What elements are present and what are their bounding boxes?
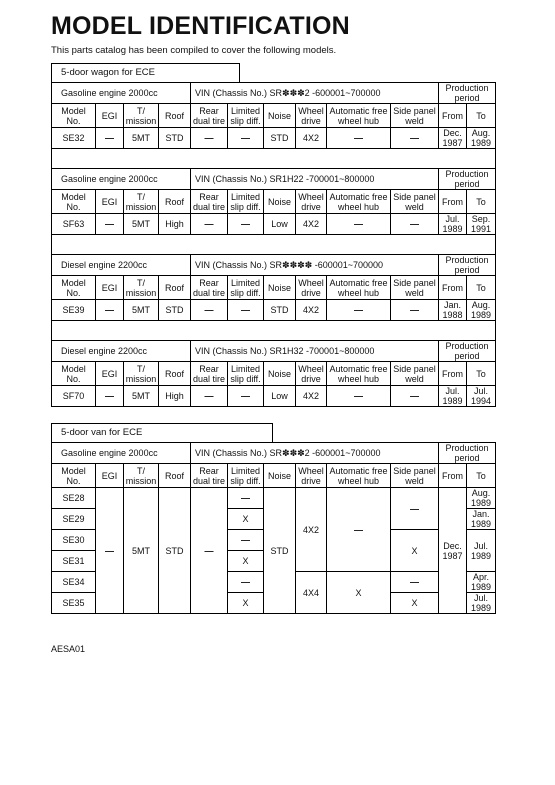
van-roof-cell: STD	[159, 488, 191, 614]
wagon-group-4-model-cell: SF70	[52, 386, 96, 407]
wagon-group-1-header-side-panel-weld: Side panel weld	[391, 104, 439, 128]
van-header-egi: EGI	[96, 464, 124, 488]
van-header-model-no: Model No.	[52, 464, 96, 488]
wagon-group-1-header-wheel-drive: Wheel drive	[296, 104, 327, 128]
wagon-group-1-model-cell: SE32	[52, 128, 96, 149]
wagon-group-2-roof-cell: High	[159, 214, 191, 235]
van-transmission-cell: 5MT	[124, 488, 159, 614]
table-row	[52, 488, 496, 509]
van-limited-slip-cell: —	[228, 572, 264, 593]
wagon-category-text: 5-door wagon for ECE	[61, 67, 155, 78]
van-auto-hub-cell: X	[327, 572, 391, 614]
wagon-group-3-header-transmission: T/ mission	[124, 276, 159, 300]
wagon-group-4-header-limited-slip-diff: Limited slip diff.	[228, 362, 264, 386]
wagon-group-2-header-from: From	[439, 190, 467, 214]
wagon-group-1-rear-cell: —	[191, 128, 228, 149]
wagon-group-3-wheel-cell: 4X2	[296, 300, 327, 321]
wagon-group-4-header-automatic-free-wheel-hub: Automatic free wheel hub	[327, 362, 391, 386]
wagon-group-3-to-cell: Aug. 1989	[467, 300, 496, 321]
wagon-group-3-tmission-cell: 5MT	[124, 300, 159, 321]
wagon-group-2-engine-label: Gasoline engine 2000cc	[52, 169, 191, 190]
wagon-group-1-header-limited-slip-diff: Limited slip diff.	[228, 104, 264, 128]
van-header-noise: Noise	[264, 464, 296, 488]
wagon-group-1-roof-cell: STD	[159, 128, 191, 149]
van-category-text: 5-door van for ECE	[61, 427, 143, 438]
van-model-cell: SE29	[52, 509, 96, 530]
wagon-group-1-header-rear-dual-tire: Rear dual tire	[191, 104, 228, 128]
wagon-group-3-header-roof: Roof	[159, 276, 191, 300]
wagon-table	[51, 82, 496, 407]
wagon-group-4-to-cell: Jul. 1994	[467, 386, 496, 407]
wagon-group-3-header-rear-dual-tire: Rear dual tire	[191, 276, 228, 300]
wagon-group-1-noise-cell: STD	[264, 128, 296, 149]
wagon-group-2-header-noise: Noise	[264, 190, 296, 214]
wagon-group-2-limited-cell: —	[228, 214, 264, 235]
van-limited-slip-cell: —	[228, 488, 264, 509]
van-table	[51, 442, 496, 614]
wagon-group-3-engine-label: Diesel engine 2200cc	[52, 255, 191, 276]
van-header-to: To	[467, 464, 496, 488]
wagon-group-4-auto-cell: —	[327, 386, 391, 407]
wagon-group-4-wheel-cell: 4X2	[296, 386, 327, 407]
van-noise-cell: STD	[264, 488, 296, 614]
van-egi-cell: —	[96, 488, 124, 614]
table-row	[52, 214, 496, 235]
wagon-group-4-roof-cell: High	[159, 386, 191, 407]
wagon-group-3-egi-cell: —	[96, 300, 124, 321]
table-row	[52, 128, 496, 149]
wagon-group-3-header-from: From	[439, 276, 467, 300]
wagon-group-3-header-production-period: Production period	[439, 255, 496, 276]
wagon-group-1-side-cell: —	[391, 128, 439, 149]
van-model-cell: SE31	[52, 551, 96, 572]
wagon-group-3-side-cell: —	[391, 300, 439, 321]
wagon-group-4-side-cell: —	[391, 386, 439, 407]
van-to-cell: Jul. 1989	[467, 593, 496, 614]
van-vin-label: VIN (Chassis No.) SR✽✽✽2 -600001~700000	[191, 443, 439, 464]
van-auto-hub-cell: —	[327, 488, 391, 572]
van-to-cell: Jul. 1989	[467, 530, 496, 572]
wagon-group-2-header-model-no: Model No.	[52, 190, 96, 214]
wagon-group-1-vin-label: VIN (Chassis No.) SR✽✽✽2 -600001~700000	[191, 83, 439, 104]
wagon-group-1-header-from: From	[439, 104, 467, 128]
wagon-group-2-side-cell: —	[391, 214, 439, 235]
wagon-group-3-header-model-no: Model No.	[52, 276, 96, 300]
van-limited-slip-cell: —	[228, 530, 264, 551]
table-row	[52, 300, 496, 321]
wagon-group-2-tmission-cell: 5MT	[124, 214, 159, 235]
group-spacer	[52, 321, 496, 341]
wagon-group-4-noise-cell: Low	[264, 386, 296, 407]
wagon-group-1-header-to: To	[467, 104, 496, 128]
van-wheel-drive-cell: 4X2	[296, 488, 327, 572]
van-side-weld-cell: X	[391, 530, 439, 572]
van-category-label	[51, 423, 273, 443]
wagon-group-2-egi-cell: —	[96, 214, 124, 235]
wagon-group-3-auto-cell: —	[327, 300, 391, 321]
wagon-group-3-vin-label: VIN (Chassis No.) SR✽✽✽✽ -600001~700000	[191, 255, 439, 276]
wagon-group-4-header-transmission: T/ mission	[124, 362, 159, 386]
table-row	[52, 386, 496, 407]
wagon-group-3-rear-cell: —	[191, 300, 228, 321]
wagon-group-3-header-automatic-free-wheel-hub: Automatic free wheel hub	[327, 276, 391, 300]
wagon-group-4-header-model-no: Model No.	[52, 362, 96, 386]
van-header-wheel-drive: Wheel drive	[296, 464, 327, 488]
wagon-group-1-header-model-no: Model No.	[52, 104, 96, 128]
wagon-group-2-header-roof: Roof	[159, 190, 191, 214]
wagon-group-2-to-cell: Sep. 1991	[467, 214, 496, 235]
wagon-group-4-egi-cell: —	[96, 386, 124, 407]
wagon-group-1-tmission-cell: 5MT	[124, 128, 159, 149]
van-header-rear-dual-tire: Rear dual tire	[191, 464, 228, 488]
wagon-group-3-header-to: To	[467, 276, 496, 300]
wagon-group-1-from-cell: Dec. 1987	[439, 128, 467, 149]
van-model-cell: SE30	[52, 530, 96, 551]
van-header-production-period: Production period	[439, 443, 496, 464]
van-header-roof: Roof	[159, 464, 191, 488]
van-from-cell: Dec. 1987	[439, 488, 467, 614]
van-to-cell: Aug. 1989	[467, 488, 496, 509]
wagon-group-3-header-limited-slip-diff: Limited slip diff.	[228, 276, 264, 300]
wagon-group-4-header-side-panel-weld: Side panel weld	[391, 362, 439, 386]
wagon-group-4-header-to: To	[467, 362, 496, 386]
wagon-group-2-rear-cell: —	[191, 214, 228, 235]
van-side-weld-cell: X	[391, 593, 439, 614]
van-header-limited-slip-diff: Limited slip diff.	[228, 464, 264, 488]
wagon-group-4-header-rear-dual-tire: Rear dual tire	[191, 362, 228, 386]
wagon-group-2-header-to: To	[467, 190, 496, 214]
wagon-group-4-tmission-cell: 5MT	[124, 386, 159, 407]
wagon-group-4-header-roof: Roof	[159, 362, 191, 386]
wagon-group-3-roof-cell: STD	[159, 300, 191, 321]
page-subtitle: This parts catalog has been compiled to cover the following models.	[51, 45, 337, 56]
van-to-cell: Jan. 1989	[467, 509, 496, 530]
page-title: MODEL IDENTIFICATION	[51, 12, 350, 40]
wagon-group-1-egi-cell: —	[96, 128, 124, 149]
wagon-group-1-limited-cell: —	[228, 128, 264, 149]
wagon-group-2-header-side-panel-weld: Side panel weld	[391, 190, 439, 214]
group-spacer	[52, 235, 496, 255]
wagon-group-1-engine-label: Gasoline engine 2000cc	[52, 83, 191, 104]
wagon-group-1-header-transmission: T/ mission	[124, 104, 159, 128]
wagon-group-2-header-production-period: Production period	[439, 169, 496, 190]
wagon-group-3-limited-cell: —	[228, 300, 264, 321]
wagon-group-2-header-automatic-free-wheel-hub: Automatic free wheel hub	[327, 190, 391, 214]
wagon-group-3-model-cell: SE39	[52, 300, 96, 321]
wagon-group-2-header-transmission: T/ mission	[124, 190, 159, 214]
van-limited-slip-cell: X	[228, 551, 264, 572]
wagon-group-4-header-wheel-drive: Wheel drive	[296, 362, 327, 386]
van-model-cell: SE34	[52, 572, 96, 593]
wagon-group-4-header-from: From	[439, 362, 467, 386]
wagon-group-3-from-cell: Jan. 1988	[439, 300, 467, 321]
van-header-transmission: T/ mission	[124, 464, 159, 488]
van-side-weld-cell: —	[391, 572, 439, 593]
wagon-group-4-engine-label: Diesel engine 2200cc	[52, 341, 191, 362]
wagon-group-1-to-cell: Aug. 1989	[467, 128, 496, 149]
wagon-category-label	[51, 63, 240, 83]
wagon-group-1-header-production-period: Production period	[439, 83, 496, 104]
van-model-cell: SE35	[52, 593, 96, 614]
wagon-group-4-header-noise: Noise	[264, 362, 296, 386]
wagon-group-3-noise-cell: STD	[264, 300, 296, 321]
wagon-group-2-vin-label: VIN (Chassis No.) SR1H22 -700001~800000	[191, 169, 439, 190]
van-limited-slip-cell: X	[228, 509, 264, 530]
van-model-cell: SE28	[52, 488, 96, 509]
wagon-group-2-header-wheel-drive: Wheel drive	[296, 190, 327, 214]
van-limited-slip-cell: X	[228, 593, 264, 614]
wagon-group-2-noise-cell: Low	[264, 214, 296, 235]
wagon-group-4-header-egi: EGI	[96, 362, 124, 386]
wagon-group-1-header-noise: Noise	[264, 104, 296, 128]
van-rear-dual-tire-cell: —	[191, 488, 228, 614]
catalog-code: AESA01	[51, 644, 86, 654]
wagon-group-2-model-cell: SF63	[52, 214, 96, 235]
wagon-group-3-header-noise: Noise	[264, 276, 296, 300]
wagon-group-4-limited-cell: —	[228, 386, 264, 407]
van-to-cell: Apr. 1989	[467, 572, 496, 593]
wagon-group-1-header-roof: Roof	[159, 104, 191, 128]
van-header-automatic-free-wheel-hub: Automatic free wheel hub	[327, 464, 391, 488]
wagon-group-2-from-cell: Jul. 1989	[439, 214, 467, 235]
wagon-group-2-wheel-cell: 4X2	[296, 214, 327, 235]
wagon-group-3-header-egi: EGI	[96, 276, 124, 300]
wagon-group-4-from-cell: Jul. 1989	[439, 386, 467, 407]
wagon-group-4-rear-cell: —	[191, 386, 228, 407]
wagon-group-1-header-automatic-free-wheel-hub: Automatic free wheel hub	[327, 104, 391, 128]
wagon-group-4-header-production-period: Production period	[439, 341, 496, 362]
van-side-weld-cell: —	[391, 488, 439, 530]
wagon-group-3-header-side-panel-weld: Side panel weld	[391, 276, 439, 300]
wagon-group-2-header-rear-dual-tire: Rear dual tire	[191, 190, 228, 214]
van-wheel-drive-cell: 4X4	[296, 572, 327, 614]
wagon-group-1-header-egi: EGI	[96, 104, 124, 128]
van-header-side-panel-weld: Side panel weld	[391, 464, 439, 488]
van-engine-label: Gasoline engine 2000cc	[52, 443, 191, 464]
wagon-group-1-auto-cell: —	[327, 128, 391, 149]
wagon-group-3-header-wheel-drive: Wheel drive	[296, 276, 327, 300]
van-header-from: From	[439, 464, 467, 488]
wagon-group-2-auto-cell: —	[327, 214, 391, 235]
wagon-group-4-vin-label: VIN (Chassis No.) SR1H32 -700001~800000	[191, 341, 439, 362]
group-spacer	[52, 149, 496, 169]
wagon-group-2-header-limited-slip-diff: Limited slip diff.	[228, 190, 264, 214]
wagon-group-2-header-egi: EGI	[96, 190, 124, 214]
wagon-group-1-wheel-cell: 4X2	[296, 128, 327, 149]
